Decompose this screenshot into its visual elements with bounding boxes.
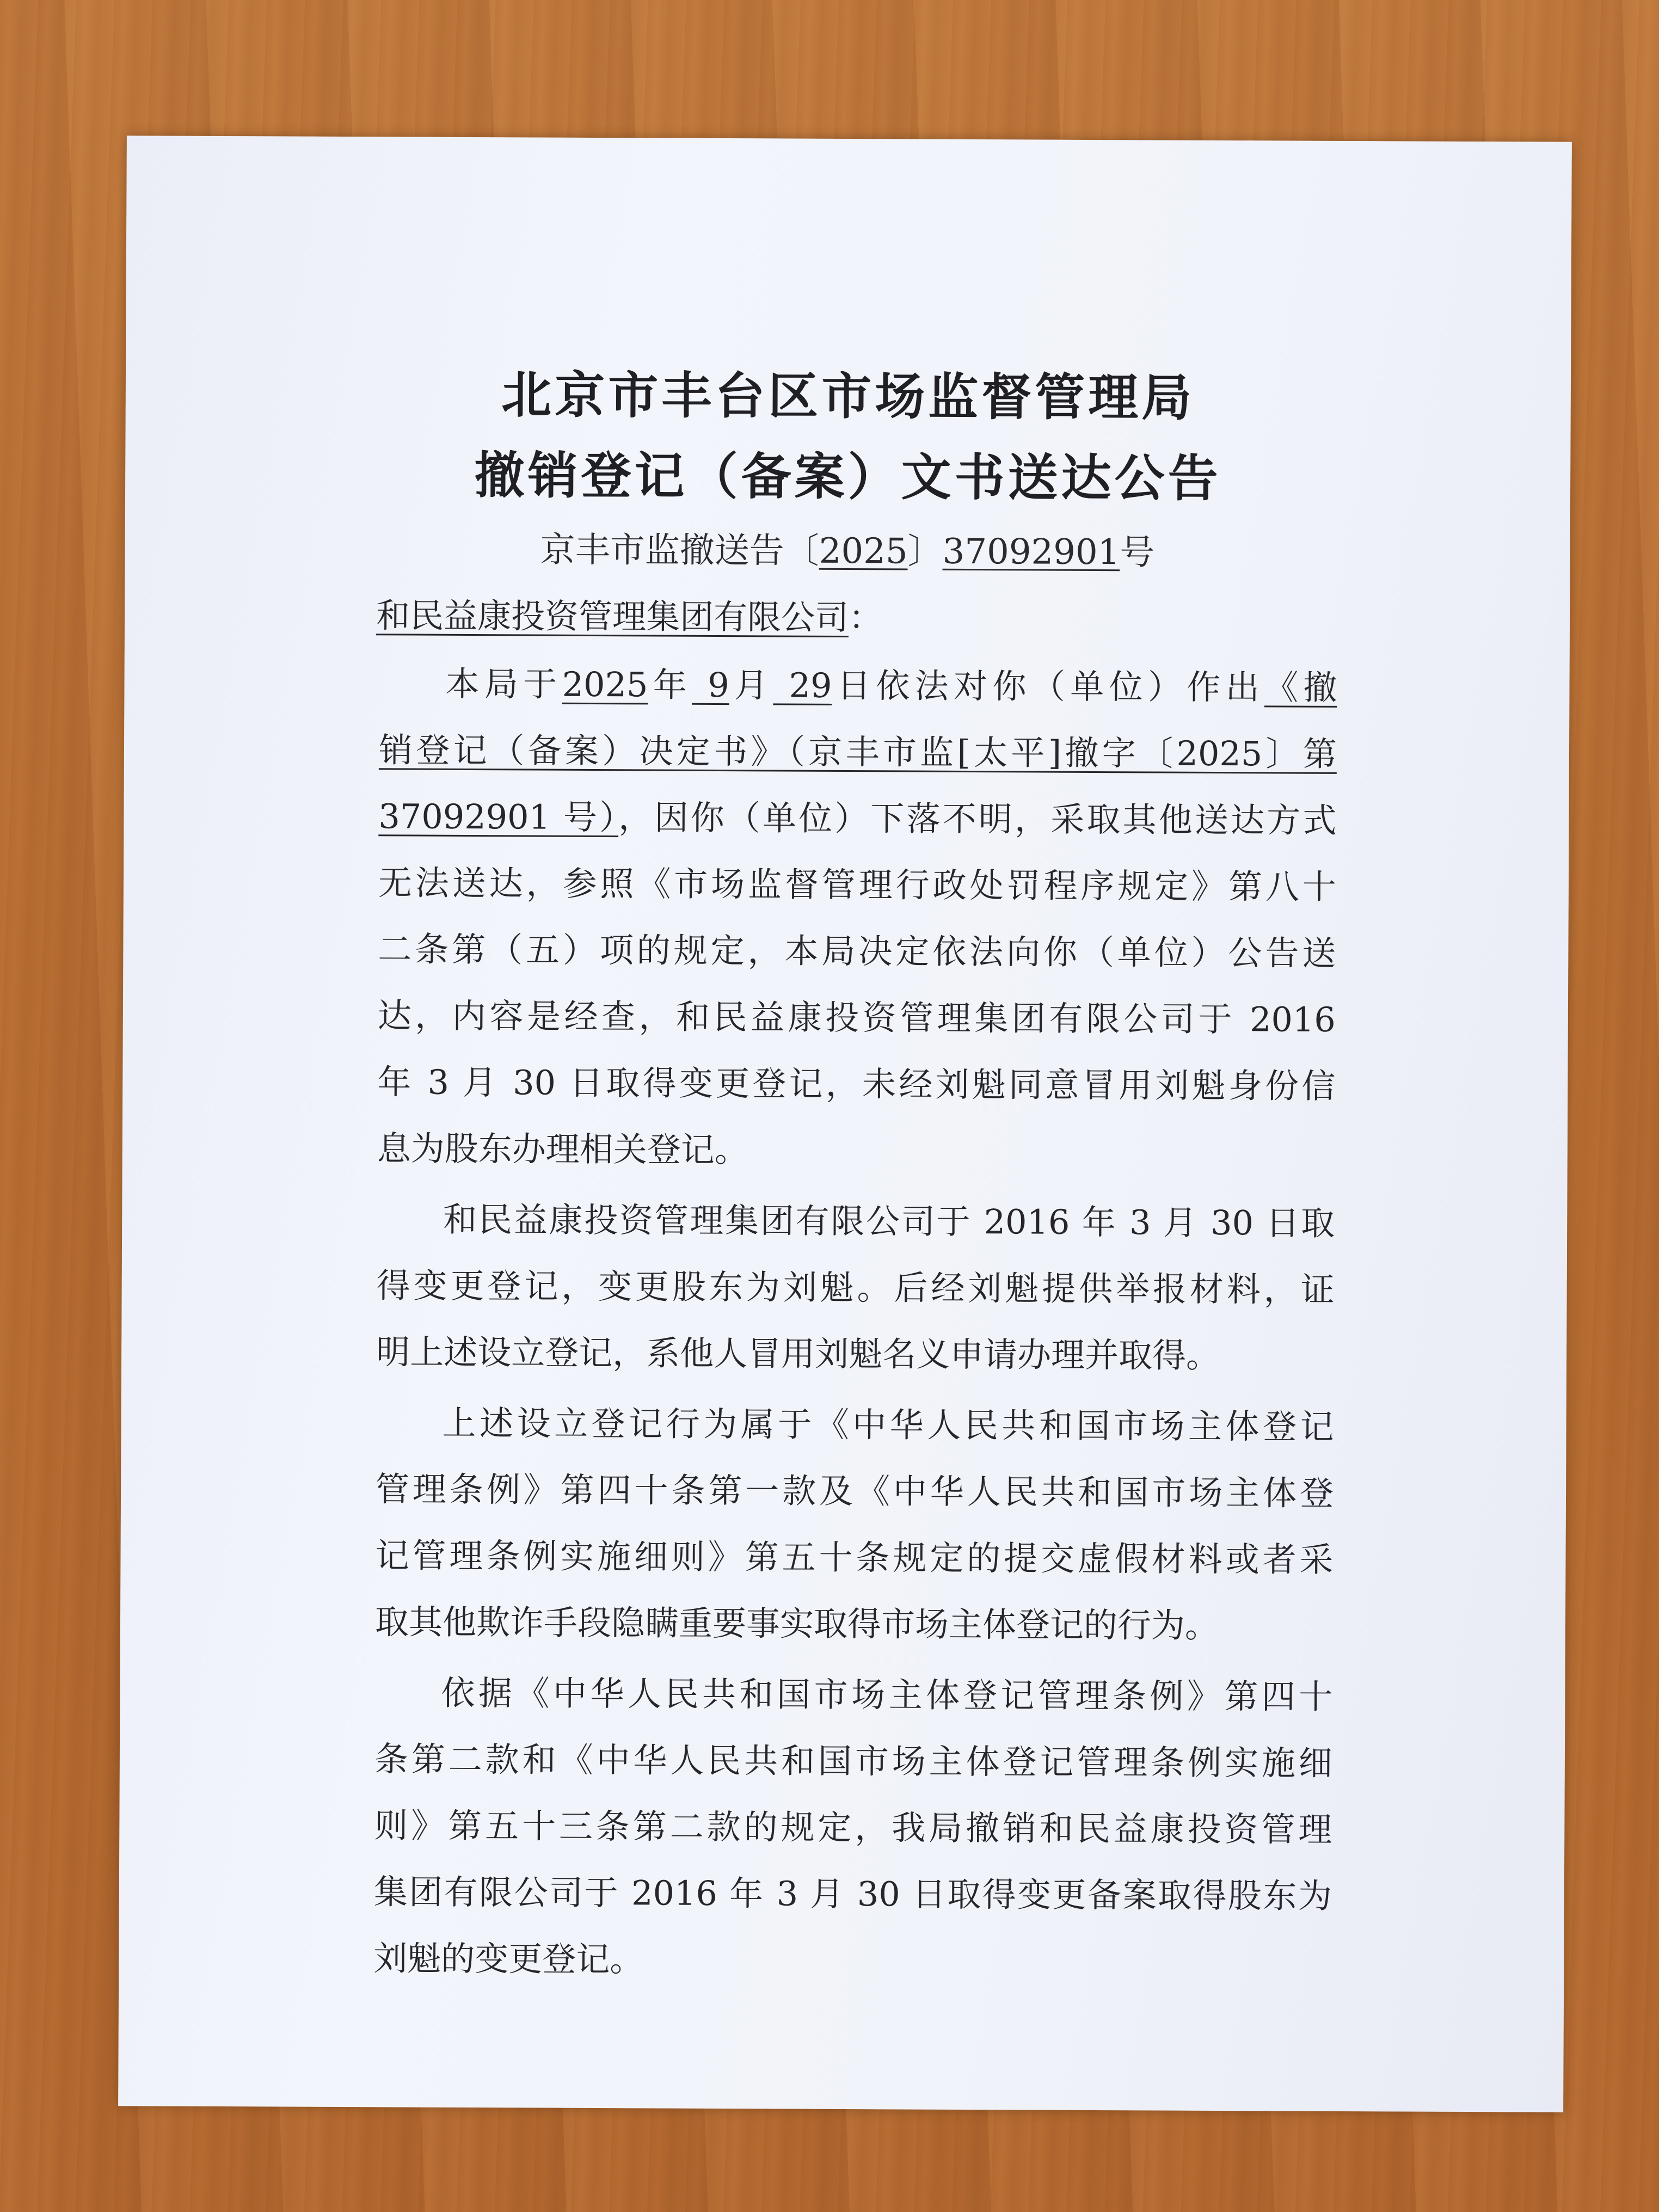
body-line [443,1193,1335,1245]
text-run: 则》第五十三条第二款的规定，我局撤销和民益康投资管理 [374,1805,1332,1850]
addressee-name: 和民益康投资管理集团有限公司 [376,595,849,638]
docno-mid: 〕 [907,531,943,572]
text-run: 记管理条例实施细则》第五十条规定的提交虚假材料或者采 [375,1535,1334,1580]
text-run: 条第二款和《中华人民共和国市场主体登记管理条例实施细 [374,1739,1333,1783]
text-run: 息为股东办理相关登记。 [377,1128,748,1170]
text-run: 9 [692,665,729,705]
body-line [378,789,1336,842]
addressee [376,588,882,639]
body-line [441,1666,1332,1718]
body-line [375,1595,1333,1648]
docno-prefix: 京丰市监撤送告〔 [540,530,819,572]
text-run: 刘魁的变更登记。 [373,1938,644,1980]
body-line [379,723,1337,776]
body-line [375,1528,1333,1581]
text-run: 《撤 [1264,667,1337,708]
title-line-1: 北京市丰台区市场监督管理局 [501,365,1195,427]
text-run: 二条第（五）项的规定，本局决定依法向你（单位）公告送 [378,929,1336,973]
body-line [376,1462,1334,1515]
text-run: 年 [648,665,692,705]
body-line [378,922,1336,975]
body-line [378,988,1336,1041]
text-run: 明上述设立登记，系他人冒用刘魁名义申请办理并取得。 [376,1332,1220,1376]
addressee-colon: ： [848,598,883,638]
text-run: 和民益康投资管理集团有限公司于 2016 年 3 月 30 日取 [443,1199,1335,1243]
body-line [374,1732,1332,1785]
body-line [442,1396,1334,1448]
docno-suffix: 号 [1120,532,1155,573]
text-run: 销登记（备案）决定书》（京丰市监[太平]撤字〔2025〕第 [378,730,1337,774]
document-paper [118,136,1572,2112]
text-run: 29 [773,665,832,705]
docno-year: 2025 [819,531,908,572]
body-line [376,1325,1334,1378]
body-line [378,856,1336,908]
body-line [374,1865,1332,1918]
body-line [373,1931,1331,1984]
text-run: 得变更登记，变更股东为刘魁。后经刘魁提供举报材料，证 [376,1265,1335,1310]
text-run: 达，内容是经查，和民益康投资管理集团有限公司于 2016 [377,996,1336,1040]
text-run: 日依法对你（单位）作出 [832,665,1265,708]
document-number [125,520,1570,576]
body-line [374,1798,1332,1851]
body-line [445,657,1337,709]
text-run: 依据《中华人民共和国市场主体登记管理条例》第四十 [441,1673,1333,1717]
body-line [377,1055,1335,1108]
text-run: 2025 [562,664,648,705]
text-run: 集团有限公司于 2016 年 3 月 30 日取得变更备案取得股东为 [373,1872,1332,1916]
text-run: 37092901 号） [378,796,619,838]
text-run: 年 3 月 30 日取得变更登记，未经刘魁同意冒用刘魁身份信 [377,1062,1336,1106]
title-line-2: 撤销登记（备案）文书送达公告 [474,446,1221,508]
text-run: 取其他欺诈手段隐瞒重要事实取得市场主体登记的行为。 [374,1602,1219,1646]
text-run: 上述设立登记行为属于《中华人民共和国市场主体登记 [442,1403,1334,1447]
text-run: ，因你（单位）下落不明，采取其他送达方式 [618,797,1337,840]
text-run: 本局于 [445,663,562,704]
body-line [377,1258,1335,1311]
docno-number: 37092901 [942,531,1120,573]
body-line [377,1121,1335,1174]
text-run: 月 [729,665,773,705]
text-run: 无法送达，参照《市场监督管理行政处罚程序规定》第八十 [378,863,1337,907]
text-run: 管理条例》第四十条第一款及《中华人民共和国市场主体登 [375,1469,1334,1513]
